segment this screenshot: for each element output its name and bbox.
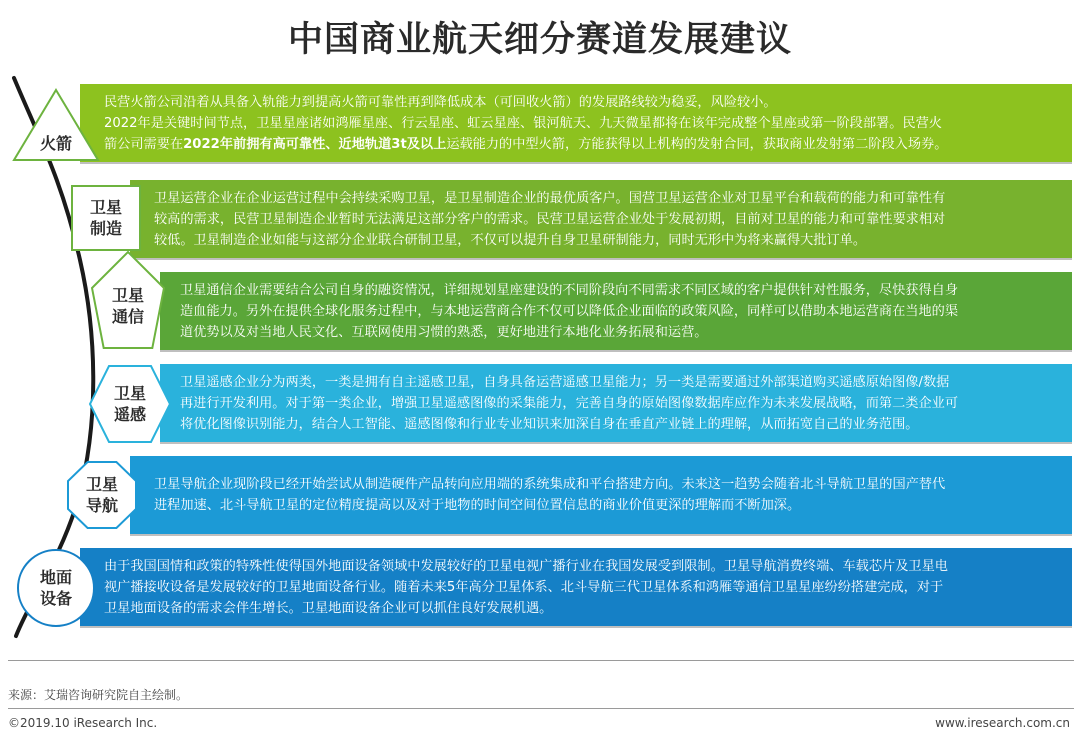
segment-text-run: 较高的需求，民营卫星制造企业暂时无法满足这部分客户的需求。民营卫星运营企业处于发展初期，目前对卫星的能力和可靠性要求相对 <box>154 211 946 227</box>
segment-text-line <box>154 230 945 251</box>
segment-text-run: 道优势以及对当地人民文化、互联网使用习惯的熟悉，更好地进行本地化业务拓展和运营。 <box>180 324 708 340</box>
segment-text-line <box>104 92 947 113</box>
segment-text-run: 将优化图像识别能力，结合人工智能、遥感图像和行业专业知识来加深自身在垂直产业链上的理解，从而拓宽自己的业务范围。 <box>180 416 919 432</box>
segment-text-line <box>180 372 958 393</box>
segment-text <box>180 272 1062 350</box>
segment-text-line <box>154 495 945 516</box>
segment-text-run: 箭公司需要在 <box>104 136 184 152</box>
segment-text-run: 卫星遥感企业分为两类，一类是拥有自主遥感卫星，自身具备运营遥感卫星能力；另一类是需要通过外部渠道购买遥感原始图像/数据 <box>180 374 950 390</box>
segment-text-run: 较低。卫星制造企业如能与这部分企业联合研制卫星，不仅可以提升自身卫星研制能力，同时无形中为将来赢得大批订单。 <box>154 232 867 248</box>
segment-text-line <box>154 474 945 495</box>
segment-text-emphasis: 2022年前拥有高可靠性、近地轨道3t及以上 <box>183 136 447 152</box>
segment-text-run: 卫星通信企业需要结合公司自身的融资情况，详细规划星座建设的不同阶段向不同需求不同区域的客户提供针对性服务，尽快获得自身 <box>180 282 959 298</box>
segment-text-run: 运载能力的中型火箭，方能获得以上机构的发射合同，获取商业发射第二阶段入场券。 <box>446 136 948 152</box>
segment-text-run: 2022年是关键时间节点，卫星星座诸如鸿雁星座、行云星座、虹云星座、银河航天、九天微星都将在该年完成整个星座或第一阶段部署。民营火 <box>104 115 942 131</box>
segment-text-line <box>104 134 947 155</box>
segment-text <box>180 364 1062 442</box>
segment-badge <box>66 460 138 530</box>
segment-text <box>104 548 1062 626</box>
segment-badge <box>90 250 166 350</box>
segment-badge-label: 火箭 <box>39 133 72 153</box>
segment-text-line <box>104 598 948 619</box>
segment-badge-label: 卫星 通信 <box>111 286 144 326</box>
footer-divider-bottom <box>8 708 1074 709</box>
segment-badge <box>70 184 142 252</box>
segment-badge-label: 卫星 导航 <box>85 475 118 515</box>
segment-text-run: 卫星地面设备的需求会伴生增长。卫星地面设备企业可以抓住良好发展机遇。 <box>104 600 553 616</box>
segment-text-line <box>104 113 947 134</box>
segment-text-line <box>104 577 948 598</box>
segment-badge-label: 卫星 制造 <box>89 198 122 238</box>
footer-divider-top <box>8 660 1074 661</box>
segment-text-line <box>180 322 958 343</box>
segment-text-run: 民营火箭公司沿着从具备入轨能力到提高火箭可靠性再到降低成本（可回收火箭）的发展路线较为稳妥，风险较小。 <box>104 94 777 110</box>
segment-text-run: 卫星运营企业在企业运营过程中会持续采购卫星，是卫星制造企业的最优质客户。国营卫星运营企业对卫星平台和载荷的能力和可靠性有 <box>154 190 946 206</box>
segment-text-run: 再进行开发利用。对于第一类企业，增强卫星遥感图像的采集能力，完善自身的原始图像数据库应作为未来发展战略，而第二类企业可 <box>180 395 959 411</box>
segment-text <box>154 180 1062 258</box>
segment-row <box>0 548 1080 630</box>
segment-badge <box>12 88 100 162</box>
segment-text-line <box>154 188 945 209</box>
source-note: 来源：艾瑞咨询研究院自主绘制。 <box>8 688 189 702</box>
segment-text-run: 视广播接收设备是发展较好的卫星地面设备行业。随着未来5年高分卫星体系、北斗导航三代卫星体系和鸿雁等通信卫星星座纷纷搭建完成，对于 <box>104 579 944 595</box>
segment-text-run: 进程加速、北斗导航卫星的定位精度提高以及对于地物的时间空间位置信息的商业价值更深的理解而不断加深。 <box>154 498 801 513</box>
segment-row <box>0 84 1080 166</box>
segment-text <box>104 84 1062 162</box>
segment-text-run: 造血能力。另外在提供全球化服务过程中，与本地运营商合作不仅可以降低企业面临的政策风险，同样可以借助本地运营商在当地的渠 <box>180 303 959 319</box>
segment-text-line <box>154 209 945 230</box>
copyright-text: ©2019.10 iResearch Inc. <box>8 716 158 730</box>
segment-badge-label: 卫星 遥感 <box>113 384 146 424</box>
segment-badge <box>16 548 96 628</box>
segment-row <box>0 456 1080 538</box>
segment-text-line <box>180 393 958 414</box>
segment-text-line <box>104 556 948 577</box>
segment-text-line <box>180 280 958 301</box>
page-title: 中国商业航天细分赛道发展建议 <box>287 20 792 60</box>
segment-text-run: 由于我国国情和政策的特殊性使得国外地面设备领域中发展较好的卫星电视广播行业在我国发展受到限制。卫星导航消费终端、车载芯片及卫星电 <box>104 558 948 574</box>
website-text: www.iresearch.com.cn <box>935 716 1070 730</box>
segment-badge-label: 地面 设备 <box>39 568 72 608</box>
segment-text-line <box>180 414 958 435</box>
segment-text-line <box>180 301 958 322</box>
segment-text <box>154 456 1062 534</box>
segment-badge <box>88 364 172 444</box>
segment-text-run: 卫星导航企业现阶段已经开始尝试从制造硬件产品转向应用端的系统集成和平台搭建方向。未来这一趋势会随着北斗导航卫星的国产替代 <box>154 477 946 492</box>
